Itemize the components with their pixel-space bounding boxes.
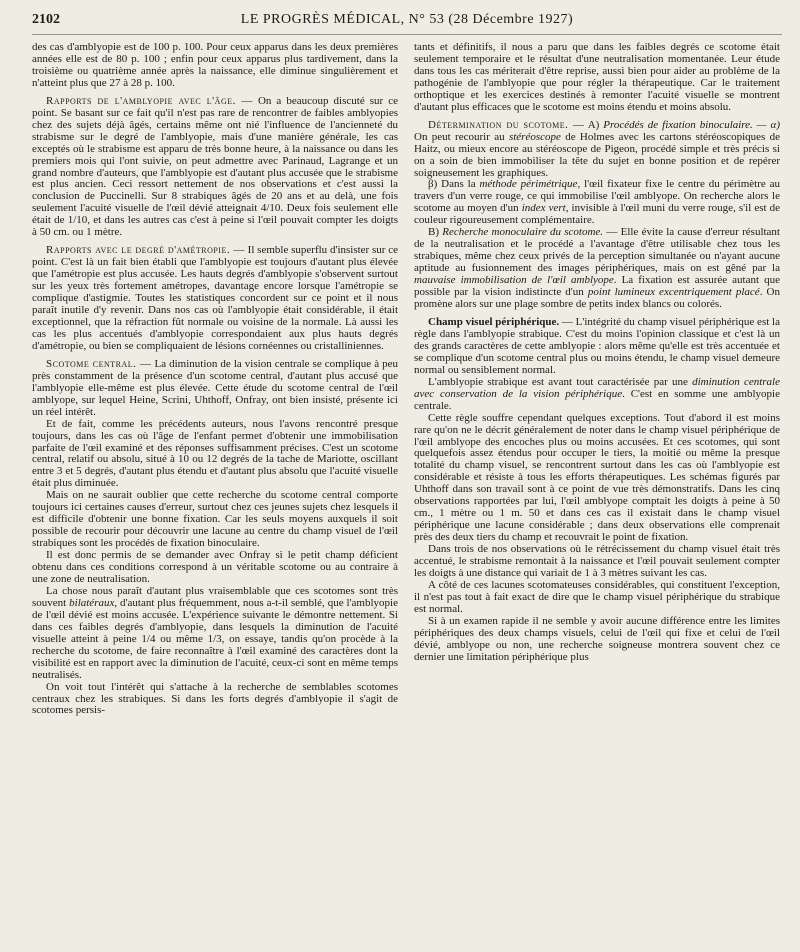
section-heading: Détermination du scotome. — <box>428 118 585 131</box>
paragraph: Mais on ne saurait oublier que cette recherche du scotome central comporte toujours ici certaines causes d'erreur, surtout chez ces jeunes sujets chez lesquels il est difficile d'obtenir une bonne fixation. Car les seuls moyens auxquels il soit possible de recourir pour découvrir une lacune au centre du champ visuel de l'œil strabiques sont les procédés de fixation binoculaire. <box>32 489 398 550</box>
section-heading: Champ visuel périphérique. <box>428 315 560 328</box>
paragraph: La chose nous paraît d'autant plus vraisemblable que ces scotomes sont très souvent bilatéraux, d'autant plus fréquemment, nous a-t-il semblé, que l'amblyopie de l'œil dévié est moins accusée. L'expérience suivante le démontre nettement. Si dans ces faibles degrés d'amblyopie, dans lesquels la diminution de l'acuité visuelle atteint à peine 1/4 ou même 1/3, on essaye, tandis qu'on procède à la recherche du scotome, de faire reconnaître à l'œil examiné des caractères dont la visibilité est en rapport avec la diminution de l'acuité, ceux-ci sont en même temps neutralisés. <box>32 584 398 681</box>
paragraph: B) Recherche monoculaire du scotome. — Elle évite la cause d'erreur résultant de la neutralisation et le procédé a l'avantage d'être utilisable chez tous les strabiques, même chez ceux privés de la perception simultanée ou n'ayant aucune aptitude au fusionnement des images périphériques, mais on est gêné par la mauvaise immobilisation de l'œil amblyope. La fixation est assurée autant que possible par la vision indistincte d'un point lumineux excentriquement placé. On promène alors sur une plage sombre de petits index blancs ou colorés. <box>414 226 780 311</box>
paragraph: On voit tout l'intérêt qui s'attache à la recherche de semblables scotomes centraux chez les strabiques. Si dans les forts degrés d'amblyopie il s'agit de scotomes persis- <box>32 680 398 717</box>
journal-title: LE PROGRÈS MÉDICAL, N° 53 (28 Décembre 1927) <box>240 12 574 27</box>
paragraph: Il est donc permis de se demander avec Onfray si le petit champ déficient obtenu dans ces conditions correspond à un véritable scotome ou au contraire à une zone de neutralisation. <box>32 549 398 585</box>
paragraph: A côté de ces lacunes scotomateuses considérables, qui constituent l'exception, il n'est pas tout à fait exact de dire que le champ visuel périphérique du strabique est normal. <box>414 578 780 615</box>
section-heading: Rapports avec le degré d'amétropie. — <box>46 244 245 257</box>
left-column <box>32 42 398 947</box>
section-heading: Rapports de l'amblyopie avec l'âge. — <box>46 94 253 107</box>
right-column <box>414 42 780 947</box>
paragraph: Détermination du scotome. — A) Procédés de fixation binoculaire. — α) On peut recourir au stéréoscope de Holmes avec les cartons stéréoscopiques de Haitz, ou mieux encore au stéréoscope de Pigeon, procédé simple et très précis si on a soin de bien immobiliser la tête du sujet en bonne position et de repérer soigneusement les graphiques. <box>414 118 780 179</box>
paragraph: Si à un examen rapide il ne semble y avoir aucune différence entre les limites périphériques des deux champs visuels, celui de l'œil qui fixe et celui de l'œil dévié, amblyope ou non, une recherche soigneuse montrera souvent chez ce dernier une limitation périphérique plus <box>414 614 780 663</box>
section-heading: Scotome central. — <box>46 357 152 370</box>
paragraph: Cette règle souffre cependant quelques exceptions. Tout d'abord il est moins rare qu'on ne le décrit généralement de noter dans le champ visuel périphérique de l'œil amblyope des encoches plus ou moins accusées. Et ces scotomes, qui sont quelquefois assez étendus pour occuper le tiers, la moitié ou même la presque totalité du champ visuel, se rencontrent surtout dans les cas où l'amblyopie est considérable et résiste à tous les efforts thérapeutiques. Les schémas figurés par Uhthoff dans son travail sont à ce point de vue très démonstratifs. Dans les cinq observations rapportées par lui, l'œil amblyope comptait les doigts à peine à 50 cm., 1 mètre ou 1 m. 50 et dans ces cas il existait dans le champ visuel périphérique une lacune considérable ; dans deux observations elle comprenait près des deux tiers du champ et recouvrait le point de fixation. <box>414 411 780 544</box>
paragraph: Scotome central. — La diminution de la vision centrale se complique à peu près constamment de la présence d'un scotome central, d'autant plus accusé que l'amblyopie elle-même est plus élevée. Cette étude du scotome central de l'œil amblyope, sur lequel Heine, Scrini, Uhthoff, Onfray, ont bien insisté, présente ici un réel intérêt. <box>32 357 398 418</box>
paragraph: Dans trois de nos observations où le rétrécissement du champ visuel était très accentué, le strabisme remontait à la naissance et l'œil pouvait seulement compter les doigts à une distance qui variait de 1 à 3 mètres suivant les cas. <box>414 543 780 579</box>
paragraph: Et de fait, comme les précédents auteurs, nous l'avons rencontré presque toujours, dans les cas où l'âge de l'enfant permet d'obtenir une immobilisation parfaite de l'œil examiné et des réponses suffisamment précises. C'est un scotome central, relatif ou absolu, situé à 10 ou 12 degrés de la tache de Mariotte, oscillant entre 3 et 5 degrés, d'autant plus étendu et d'autant plus absolu que l'acuité visuelle était plus diminuée. <box>32 417 398 490</box>
paragraph: Rapports avec le degré d'amétropie. — Il semble superflu d'insister sur ce point. C'est là un fait bien établi que l'amblyopie est toujours d'autant plus élevée que l'amétropie est plus accusée. Les hauts degrés d'amblyopie s'observent surtout sur les yeux très fortement amétropes, davantage encore lorsque l'amétropie se complique d'astigmie. Toutes les statistiques concordent sur ce point et il nous paraît inutile d'y revenir. Dans nos cas où l'amblyopie était considérable, il était exceptionnel, que la réfraction fût normale ou voisine de la normale. Là aussi les cas les plus accentués d'amblyopie correspondaient aux plus hauts degrés d'amétropie, ou bien se compliquaient de lésions cornéennes ou cristalliniennes. <box>32 244 398 352</box>
paragraph: L'amblyopie strabique est avant tout caractérisée par une diminution centrale avec conservation de la vision périphérique. C'est en somme une amblyopie centrale. <box>414 375 780 412</box>
paragraph: tants et définitifs, il nous a paru que dans les faibles degrés ce scotome était seulement temporaire et le résultat d'une neutralisation momentanée. Leur étude dans tous les cas mériterait d'être reprise, aussi bien pour aider au problème de la pathogénie de l'amblyopie que pour régler la thérapeutique. Car le traitement orthoptique et les exercices destinés à remonter l'acuité visuelle se montrent d'autant plus efficaces que le scotome est moins étendu et moins absolu. <box>414 42 780 113</box>
paragraph: des cas d'amblyopie est de 100 p. 100. Pour ceux apparus dans les deux premières années elle est de 80 p. 100 ; enfin pour ceux apparus plus tardivement, dans la troisième ou quatrième année après la naissance, elle diminue singulièrement et n'atteint plus que 27 à 28 p. 100. <box>32 42 398 89</box>
paragraph: Champ visuel périphérique. — L'intégrité du champ visuel périphérique est la règle dans l'amblyopie strabique. C'est du moins l'opinion classique et c'est là un des grands caractères de cette amblyopie : alors même qu'elle est très accentuée et se complique d'un scotome central plus ou moins étendu, le champ visuel demeure normal ou sensiblement normal. <box>414 315 780 376</box>
running-header <box>32 8 782 30</box>
paragraph: Rapports de l'amblyopie avec l'âge. — On a beaucoup discuté sur ce point. Se basant sur ce fait qu'il n'est pas rare de rencontrer de faibles amblyopies chez des sujets déjà âgés, certains même ont nié l'influence de l'ancienneté du strabisme sur le degré de l'amblyopie, mais d'une manière générale, les cas exceptés où le strabisme est apparu de très bonne heure, à la naissance ou dans les premiers mois qui l'ont suivie, on peut admettre avec Parinaud, Lagrange et un grand nombre d'auteurs, que l'amblyopie est d'autant plus accusée que le strabisme est plus ancien. Ceci ressort nettement de nos observations et c'est aussi la conclusion de Puccinelli. Sur 8 strabiques âgés de 20 ans et au delà, une fois seulement l'acuité visuelle de l'œil dévié atteignait 4/10. Deux fois seulement elle était de 1/10, et dans les autres cas c'est à peine si l'œil pouvait compter les doigts à 50 cm. ou 1 mètre. <box>32 94 398 239</box>
page-number: 2102 <box>32 12 60 27</box>
paragraph: β) Dans la méthode périmétrique, l'œil fixateur fixe le centre du périmètre au travers d'un verre rouge, ce qui immobilise l'œil amblyope. On recherche alors le scotome au moyen d'un index vert, invisible à l'œil muni du verre rouge, s'il est de couleur rigoureusement complémentaire. <box>414 178 780 227</box>
header-rule <box>32 34 782 35</box>
